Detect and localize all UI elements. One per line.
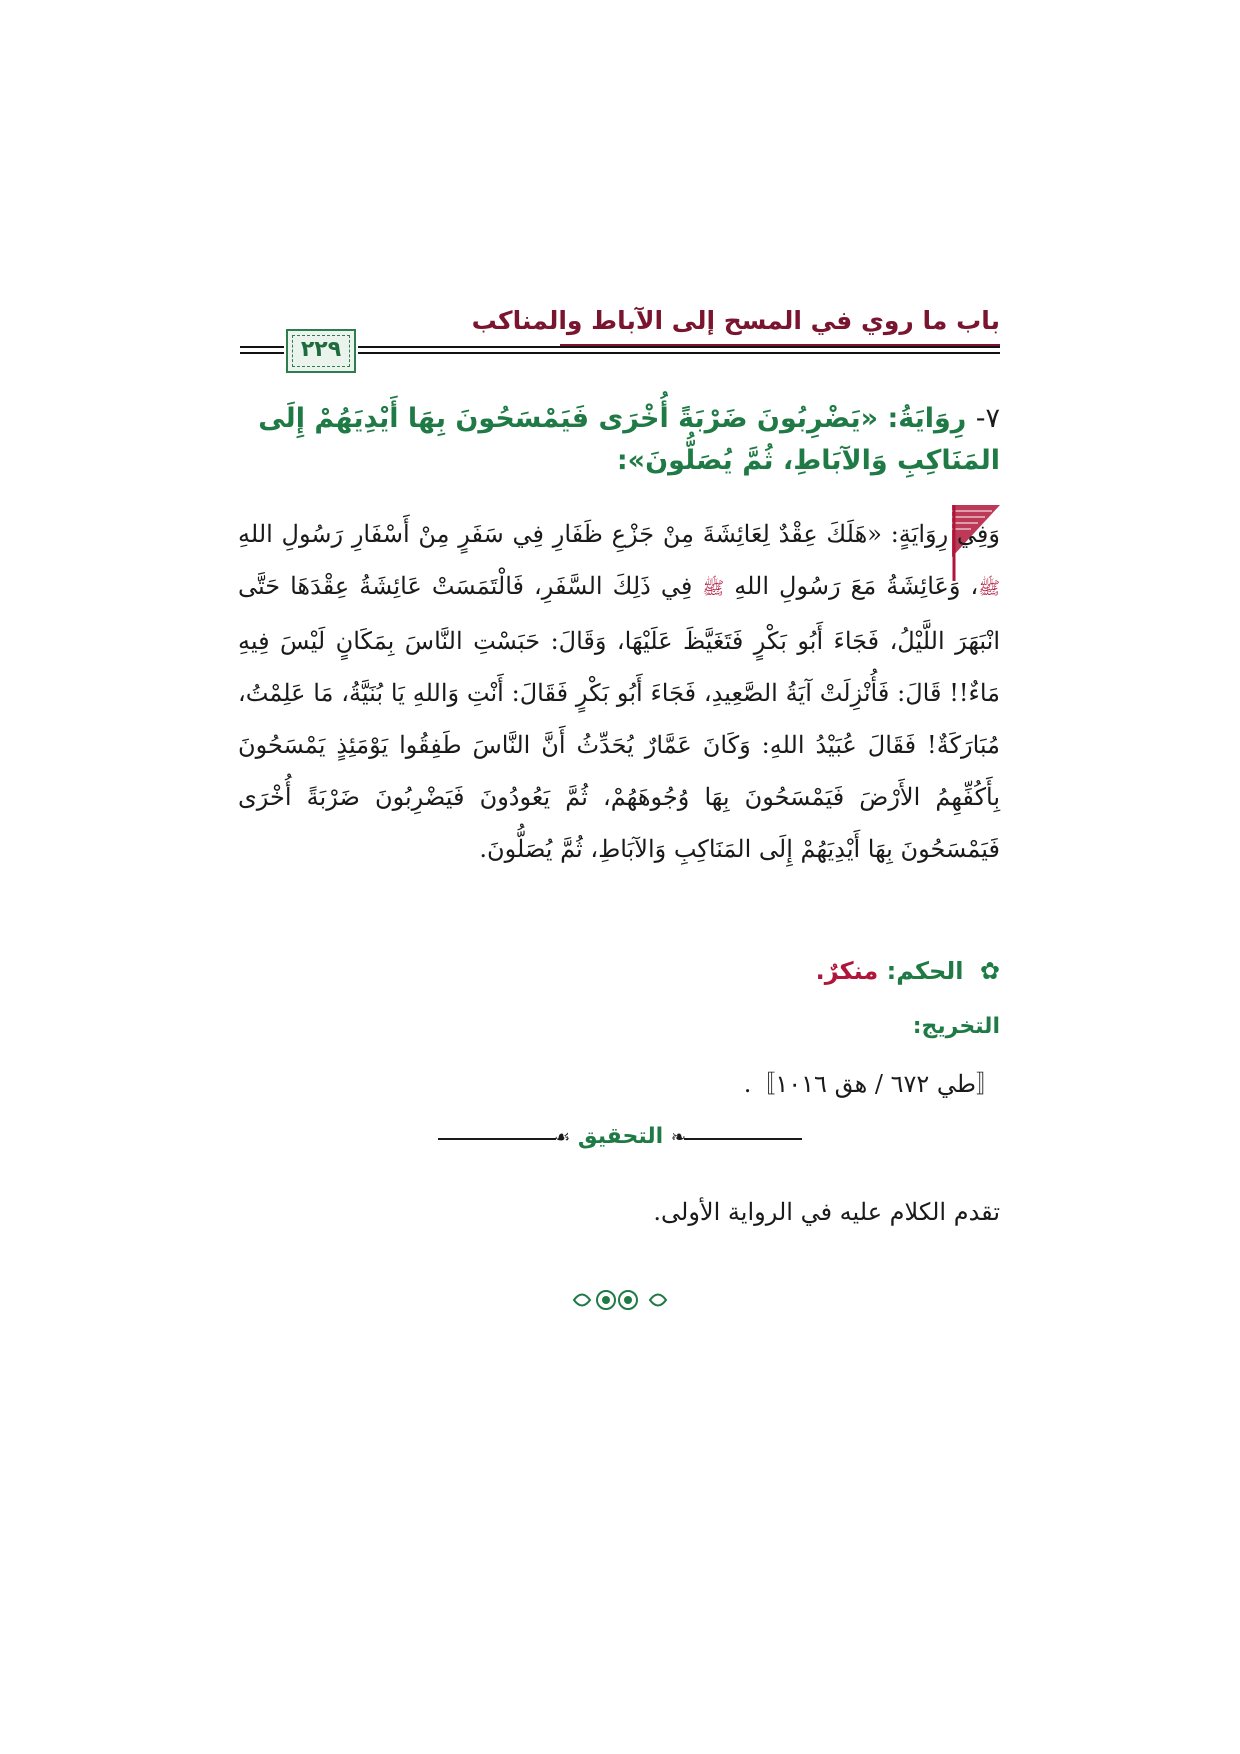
end-ornament-icon	[570, 1285, 670, 1315]
header-rule-left-top	[240, 346, 284, 348]
verification-title: التحقيق	[577, 1124, 664, 1149]
ruling-value: منكرٌ.	[815, 957, 879, 985]
takhrij-label: التخريج:	[912, 1014, 1000, 1039]
narration-part-3: فِي ذَلِكَ السَّفَرِ، فَالْتَمَسَتْ عَائِشَةُ عِقْدَهَا حَتَّى انْبَهَرَ اللَّيْلُ، فَجَاءَ أَبُو بَكْرٍ فَتَغَيَّظَ عَلَيْهَا، وَقَالَ: حَبَسْتِ النَّاسَ بِمَكَانٍ لَيْسَ فِيهِ مَاءٌ!! قَالَ: فَأُنْزِلَتْ آيَةُ الصَّعِيدِ، فَجَاءَ أَبُو بَكْرٍ فَقَالَ: أَنْتِ وَاللهِ يَا بُنَيَّةُ، مَا عَلِمْتُ، مُبَارَكَةٌ! فَقَالَ عُبَيْدُ اللهِ: وَكَانَ عَمَّارٌ يُحَدِّثُ أَنَّ النَّاسَ طَفِقُوا يَوْمَئِذٍ يَمْسَحُونَ بِأَكُفِّهِمُ الأَرْضَ فَيَمْسَحُونَ بِهَا وُجُوهَهُمْ، ثُمَّ يَعُودُونَ فَيَضْرِبُونَ ضَرْبَةً أُخْرَى فَيَمْسَحُونَ بِهَا أَيْدِيَهُمْ إِلَى المَنَاكِبِ وَالآبَاطِ، ثُمَّ يُصَلُّونَ.	[238, 572, 1000, 863]
header-rule-right-bottom	[358, 352, 1000, 354]
ruling-line	[816, 957, 1000, 985]
page-number: ٢٢٩	[300, 337, 342, 362]
item-heading	[230, 398, 1000, 482]
running-header-title: باب ما روي في المسح إلى الآباط والمناكب	[471, 306, 1000, 335]
narration-part-2: ، وَعَائِشَةُ مَعَ رَسُولِ اللهِ	[734, 572, 979, 600]
header-rule-left-bottom	[240, 352, 284, 354]
verification-text: تقدم الكلام عليه في الرواية الأولى.	[653, 1198, 1000, 1226]
divider-ornament-icon: ☙	[554, 1127, 571, 1148]
honorific-glyph: ﷺ	[702, 578, 725, 599]
narration-part-1: وَفِي رِوَايَةٍ: «هَلَكَ عِقْدٌ لِعَائِشَةَ مِنْ جَزْعِ ظَفَارِ فِي سَفَرٍ مِنْ أَسْفَارِ رَسُولِ اللهِ	[238, 520, 1000, 548]
narration-body	[238, 508, 1000, 875]
takhrij-sources: 〚طي ٦٧٢ / هق ١٠١٦〛.	[743, 1070, 1000, 1098]
item-label: رِوَايَةُ:	[887, 403, 967, 434]
ruling-label: الحكم:	[886, 957, 964, 985]
verification-heading	[438, 1124, 802, 1149]
flower-icon: ✿	[979, 957, 1000, 985]
honorific-glyph: ﷺ	[978, 578, 1000, 599]
page-number-badge	[286, 329, 356, 373]
header-rule-right-top	[358, 346, 1000, 348]
divider-ornament-icon: ❧	[670, 1127, 686, 1148]
item-number: ٧-	[975, 403, 1000, 434]
item-quote: «يَضْرِبُونَ ضَرْبَةً أُخْرَى فَيَمْسَحُونَ بِهَا أَيْدِيَهُمْ إِلَى المَنَاكِبِ وَالآبَاطِ، ثُمَّ يُصَلُّونَ»:	[258, 403, 1000, 476]
verification-divider	[438, 1124, 802, 1154]
